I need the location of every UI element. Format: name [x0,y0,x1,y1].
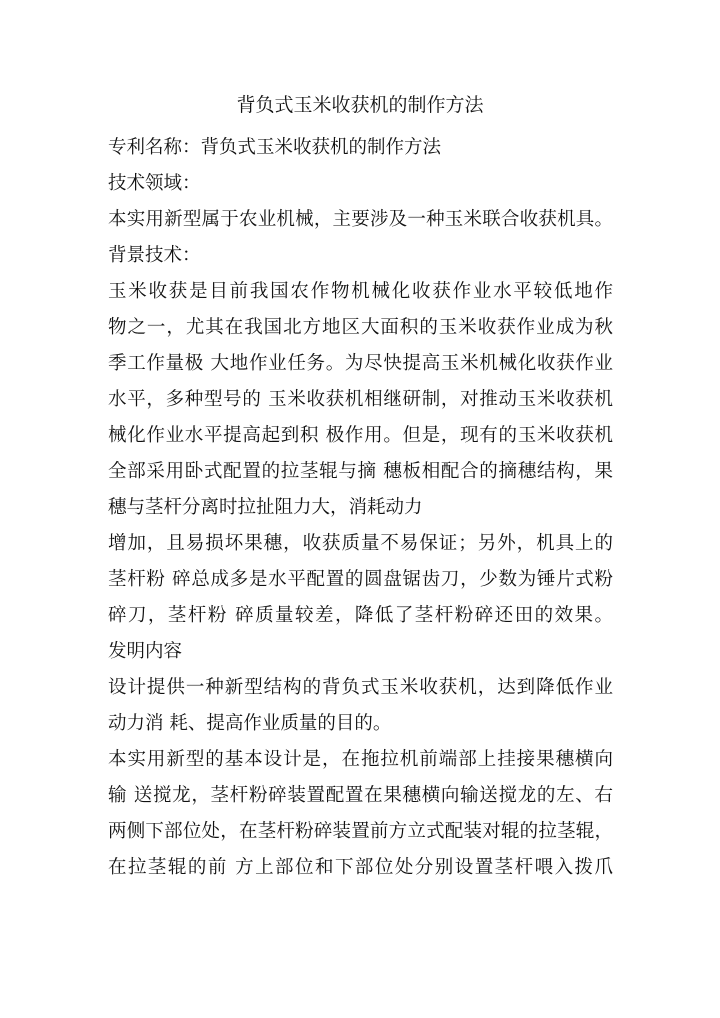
paragraph-line: 水平，多种型号的 玉米收获机相继研制，对推动玉米收获机 [108,389,613,410]
document-title: 背负式玉米收获机的制作方法 [236,94,484,116]
paragraph-line: 本实用新型的基本设计是，在拖拉机前端部上挂接果穗横向 [108,749,613,770]
patent-name-line: 专利名称：背负式玉米收获机的制作方法 [108,137,442,158]
paragraph-line: 穗与茎杆分离时拉扯阻力大，消耗动力 [108,497,423,518]
paragraph-line: 全部采用卧式配置的拉茎辊与摘 穗板相配合的摘穗结构，果 [108,461,613,482]
paragraph-line: 物之一，尤其在我国北方地区大面积的玉米收获作业成为秋 [108,317,613,338]
document-body [108,130,613,886]
paragraph-line: 玉米收获是目前我国农作物机械化收获作业水平较低地作 [108,281,613,302]
paragraph-line: 输 送搅龙，茎杆粉碎装置配置在果穗横向输送搅龙的左、右 [108,785,613,806]
section-heading-invention-content: 发明内容 [108,641,183,662]
paragraph-line: 设计提供一种新型结构的背负式玉米收获机，达到降低作业 [108,677,613,698]
paragraph-line: 茎杆粉 碎总成多是水平配置的圆盘锯齿刀，少数为锤片式粉 [108,569,613,590]
paragraph-line: 碎刀，茎杆粉 碎质量较差，降低了茎杆粉碎还田的效果。 [108,605,613,626]
paragraph-line: 本实用新型属于农业机械，主要涉及一种玉米联合收获机具。 [108,209,613,230]
paragraph-line: 械化作业水平提高起到积 极作用。但是，现有的玉米收获机 [108,425,613,446]
section-heading-technical-field: 技术领域： [108,173,201,194]
paragraph-line: 动力消 耗、提高作业质量的目的。 [108,713,392,734]
section-heading-background: 背景技术： [108,245,201,266]
paragraph-line: 在拉茎辊的前 方上部位和下部位处分别设置茎杆喂入拨爪 [108,857,613,878]
paragraph-line: 两侧下部位处，在茎杆粉碎装置前方立式配装对辊的拉茎辊， [108,821,613,842]
paragraph-line: 季工作量极 大地作业任务。为尽快提高玉米机械化收获作业 [108,353,613,374]
paragraph-line: 增加，且易损坏果穗，收获质量不易保证；另外，机具上的 [108,533,613,554]
